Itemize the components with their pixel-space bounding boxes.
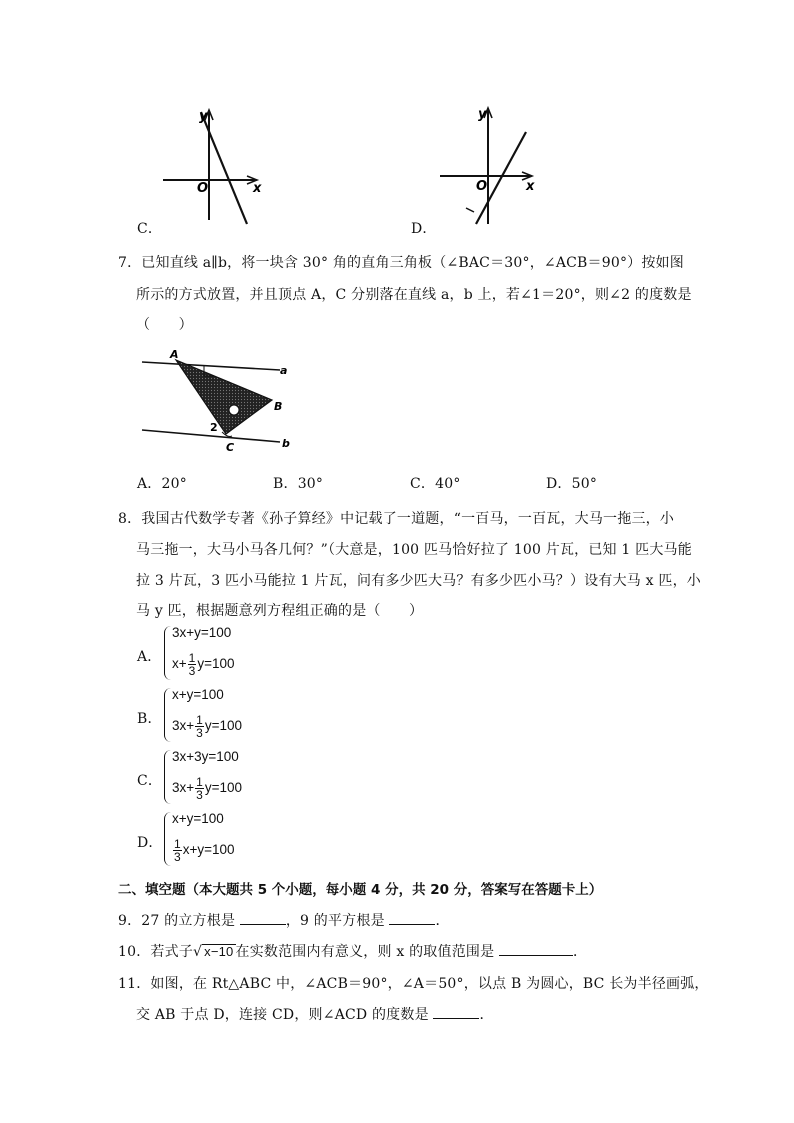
y-axis-label: y <box>478 107 487 122</box>
plate-hole <box>229 405 239 415</box>
q11-text-line1: 11．如图，在 Rt△ABC 中，∠ACB＝90°，∠A＝50°，以点 B 为圆心，BC 长为半径画弧， <box>118 976 709 992</box>
q8-option-c-eq1: 3x+3y=100 <box>172 749 239 764</box>
q7-text-line2: 所示的方式放置，并且顶点 A，C 分别落在直线 a，b 上，若∠1＝20°，则∠2 的度数是 <box>136 287 692 303</box>
eq2-post: y=100 <box>204 718 243 734</box>
q8-option-c-eq2 <box>172 776 242 801</box>
q6-option-c: C． <box>137 221 163 237</box>
q8-option-c-brace <box>164 750 171 804</box>
eq2-post: y=100 <box>197 656 235 672</box>
q8-option-d-eq2 <box>172 838 234 863</box>
q8-option-c-label: C． <box>137 773 163 789</box>
q10-radicand: x−10 <box>204 944 234 959</box>
x-axis-label: x <box>253 181 262 196</box>
label-angle2: 2 <box>210 421 218 434</box>
fraction-denominator: 3 <box>196 726 203 740</box>
fraction-denominator: 3 <box>188 664 196 678</box>
q11-line2-pre: 交 AB 于点 D，连接 CD，则∠ACD 的度数是 <box>136 1007 434 1023</box>
function-line <box>476 132 526 224</box>
fraction-numerator: 1 <box>188 651 196 665</box>
eq2-post: x+y=100 <box>182 842 235 858</box>
q9-line <box>118 910 450 930</box>
label-C: C <box>226 441 235 454</box>
eq2-post: y=100 <box>204 780 243 796</box>
q8-option-a-label: A． <box>137 649 162 665</box>
label-b: b <box>282 437 290 450</box>
q7-option-d: D．50° <box>546 476 598 492</box>
q7-option-a: A．20° <box>137 476 187 492</box>
q7-figure <box>138 344 298 456</box>
origin-label: O <box>197 181 209 196</box>
q9-answer-blank-2[interactable] <box>389 912 435 925</box>
q8-option-b-brace <box>164 688 171 742</box>
q8-option-d-label: D． <box>137 835 163 851</box>
eq2-pre: x+ <box>172 656 187 672</box>
q6-option-d: D． <box>411 221 437 237</box>
q8-option-a-eq1: 3x+y=100 <box>172 625 232 640</box>
q8-text-line2: 马三拖一，大马小马各几何？”（大意是，100 匹马恰好拉了 100 片瓦，已知 1 匹大马能 <box>136 542 692 558</box>
origin-label: O <box>476 179 488 194</box>
fraction-numerator: 1 <box>196 713 203 727</box>
y-axis-label: y <box>199 109 208 124</box>
x-axis-label: x <box>526 179 535 194</box>
q9-answer-blank-1[interactable] <box>240 912 286 925</box>
q8-option-a-eq2 <box>172 652 235 677</box>
stray-mark <box>466 208 474 212</box>
q11-answer-blank[interactable] <box>433 1006 479 1019</box>
q11-line2-post: ． <box>479 1007 494 1023</box>
q8-text-line3: 拉 3 片瓦，3 匹小马能拉 1 片瓦，问有多少匹大马？有多少匹小马？）设有大马 x 匹，小 <box>136 573 701 589</box>
label-A: A <box>170 348 179 361</box>
function-line <box>201 112 247 224</box>
q9-part2: ，9 的平方根是 <box>285 913 390 929</box>
q7-text-line1: 7．已知直线 a∥b，将一块含 30° 角的直角三角板（∠BAC＝30°，∠ACB＝90°）按如图 <box>118 255 684 271</box>
q8-text-line1: 8．我国古代数学专著《孙子算经》中记载了一道题，“一百马，一百瓦，大马一拖三，小 <box>118 511 675 527</box>
fraction-denominator: 3 <box>196 788 203 802</box>
q8-text-line4: 马 y 匹，根据题意列方程组正确的是（ ） <box>136 603 424 619</box>
q8-option-d-eq1: x+y=100 <box>172 811 224 826</box>
q10-part1: 10．若式子 <box>118 944 194 960</box>
line-a <box>142 362 280 370</box>
q9-part3: ． <box>435 913 450 929</box>
q10-answer-blank[interactable] <box>499 943 573 956</box>
q10-part3: ． <box>572 944 588 960</box>
q8-option-b-label: B． <box>137 711 162 727</box>
sqrt-icon: √ <box>193 944 203 960</box>
q7-option-c: C．40° <box>410 476 461 492</box>
q10-line <box>118 941 587 961</box>
q8-option-d-brace <box>164 812 171 866</box>
q8-option-b-eq1: x+y=100 <box>172 687 224 702</box>
q7-option-b: B．30° <box>273 476 324 492</box>
q6-graph-d <box>432 100 552 228</box>
label-a: a <box>280 364 288 377</box>
section2-heading: 二、填空题（本大题共 5 个小题，每小题 4 分，共 20 分，答案写在答题卡上） <box>118 882 603 898</box>
fraction-denominator: 3 <box>174 850 181 864</box>
eq2-pre: 3x+ <box>172 718 195 734</box>
q7-text-line3: （ ） <box>136 317 193 333</box>
q11-line2 <box>136 1004 494 1024</box>
q6-graph-c <box>155 100 275 228</box>
triangle-plate <box>176 360 272 434</box>
q8-option-b-eq2 <box>172 714 242 739</box>
eq2-pre: 3x+ <box>172 780 195 796</box>
q8-option-a-brace <box>164 626 171 680</box>
fraction-numerator: 1 <box>174 837 181 851</box>
q9-part1: 9．27 的立方根是 <box>118 913 240 929</box>
label-B: B <box>274 400 283 413</box>
q10-part2: 在实数范围内有意义，则 x 的取值范围是 <box>235 944 499 960</box>
fraction-numerator: 1 <box>196 775 203 789</box>
